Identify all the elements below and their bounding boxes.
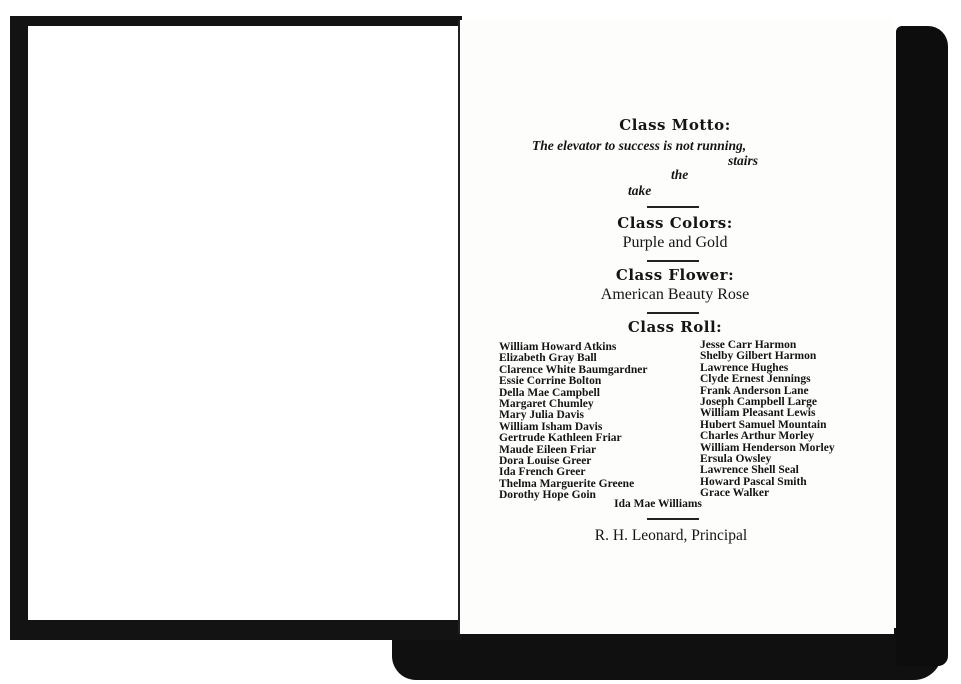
list-item: Lawrence Shell Seal xyxy=(700,464,799,477)
list-item: William Howard Atkins xyxy=(499,341,617,353)
list-item: Essie Corrine Bolton xyxy=(499,375,602,388)
flower-value: American Beauty Rose xyxy=(600,286,750,303)
principal-signature: R. H. Leonard, Principal xyxy=(594,527,748,544)
flower-heading: Class Flower: xyxy=(615,266,735,284)
roll-left-column xyxy=(499,342,647,502)
list-item: Dora Louise Greer xyxy=(499,455,592,468)
list-item: William Henderson Morley xyxy=(700,441,835,454)
list-item: Frank Anderson Lane xyxy=(700,384,809,397)
list-item: Thelma Marguerite Greene xyxy=(499,477,635,490)
list-item: Elizabeth Gray Ball xyxy=(499,352,597,365)
motto-line-2: stairs xyxy=(728,153,759,168)
divider xyxy=(647,312,699,314)
list-item: Jesse Carr Harmon xyxy=(700,339,797,351)
list-item: William Isham Davis xyxy=(499,420,603,433)
list-item: Lawrence Hughes xyxy=(700,361,789,374)
class-info-page xyxy=(458,0,892,684)
list-item: Della Mae Campbell xyxy=(499,386,600,399)
list-item: Gertrude Kathleen Friar xyxy=(499,432,622,445)
divider xyxy=(647,206,699,208)
list-item: Margaret Chumley xyxy=(499,398,594,411)
divider xyxy=(647,260,699,262)
list-item: Shelby Gilbert Harmon xyxy=(700,350,817,363)
roll-heading: Class Roll: xyxy=(627,318,723,336)
list-item: William Pleasant Lewis xyxy=(700,407,816,420)
list-item: Mary Julia Davis xyxy=(499,409,584,422)
list-item: Clyde Ernest Jennings xyxy=(700,373,811,386)
motto-heading: Class Motto: xyxy=(619,116,731,134)
list-item: Grace Walker xyxy=(700,487,770,500)
motto-line-3: the xyxy=(671,167,689,182)
list-item: Hubert Samuel Mountain xyxy=(700,418,827,431)
list-item: Clarence White Baumgardner xyxy=(499,363,648,376)
roll-last-name: Ida Mae Williams xyxy=(614,498,702,510)
list-item: Ida French Greer xyxy=(499,466,586,479)
list-item: Maude Eileen Friar xyxy=(499,443,597,456)
divider xyxy=(647,518,699,520)
motto-line-4: take xyxy=(628,183,652,198)
roll-right-column xyxy=(700,340,835,500)
left-page-frame xyxy=(10,16,462,640)
left-page-blank xyxy=(28,26,460,620)
book-back-cover xyxy=(896,26,948,666)
list-item: Joseph Campbell Large xyxy=(700,396,817,409)
colors-value: Purple and Gold xyxy=(622,234,728,251)
colors-heading: Class Colors: xyxy=(617,214,733,232)
list-item: Dorothy Hope Goin xyxy=(499,489,596,502)
list-item: Ersula Owsley xyxy=(700,453,772,466)
motto-line-1: The elevator to success is not running, xyxy=(532,138,747,153)
list-item: Charles Arthur Morley xyxy=(700,430,815,443)
list-item: Howard Pascal Smith xyxy=(700,475,807,488)
